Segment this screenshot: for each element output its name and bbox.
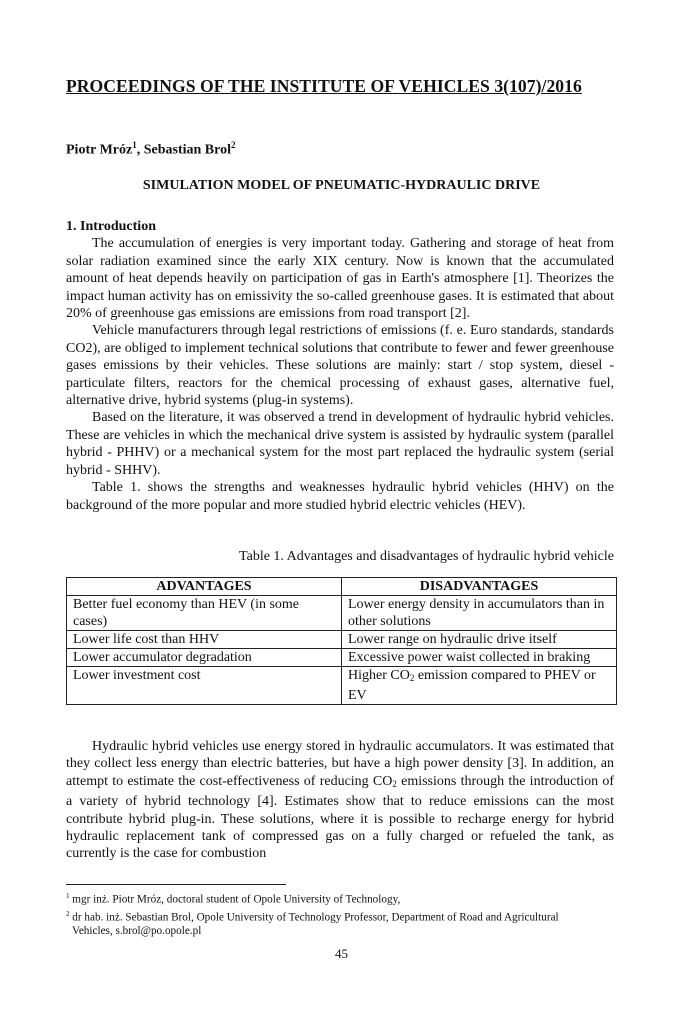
paragraph: Based on the literature, it was observed a trend in development of hydraulic hybrid vehicles. These are vehicles in which the mechanical drive system is assisted by hydraulic system (parallel hybrid - PHHV) or a mechanical system for the most part replaced the hydraulic system (serial hybrid - SHHV). — [66, 410, 614, 478]
paragraph: The accumulation of energies is very important today. Gathering and storage of heat from solar radiation examined since the early XIX century. Now is known that the accumulated amount of heat depends heavily on participation of gas in Earth's atmosphere [1]. Theorizes the impact human activity has on emissivity the so-called greenhouse gases. It is estimated that about 20% of greenhouse gas emissions are emissions from road transport [2]. — [66, 236, 614, 322]
table-row — [67, 631, 617, 649]
footnotes — [66, 889, 617, 938]
footnote-2: $^2$ dr hab. inż. Sebastian Brol, Opole University of Technology Professor, Department of Road and Agricultural — [66, 909, 559, 924]
continuation-section — [66, 738, 614, 863]
section-heading: 1. Introduction — [66, 219, 156, 234]
disadvantage-cell: Lower range on hydraulic drive itself — [342, 631, 617, 649]
advantage-cell: Lower life cost than HHV — [67, 631, 342, 649]
footnote-2-continuation: Vehicles, s.brol@po.opole.pl — [72, 925, 202, 938]
author-1-footnote-mark: 1 — [132, 140, 137, 150]
author-2: Sebastian Brol — [143, 142, 231, 158]
author-2-footnote-mark: 2 — [230, 140, 236, 150]
advantage-cell: Lower accumulator degradation — [67, 649, 342, 667]
author-separator: , — [136, 142, 144, 158]
paragraph: Vehicle manufacturers through legal restrictions of emissions (f. e. Euro standards, standards CO2), are obliged to implement technical solutions that contribute to fewer and fewer greenhouse gases emissions by their vehicles. These solutions are mainly: start / stop system, diesel - particulate filters, reactors for the chemical processing of exhaust gases, alternative fuel, alternative drive, hybrid systems (plug-in systems). — [66, 323, 614, 409]
disadvantage-cell: Lower energy density in accumulators than in other solutions — [342, 596, 617, 631]
paragraph: Hydraulic hybrid vehicles use energy stored in hydraulic accumulators. It was estimated that they collect less energy than electric batteries, but have a high power density [3]. In addition, an attempt to estimate the cost-effectiveness of reducing $CO_2$ emissions through the introduction of a variety of hybrid technology [4]. Estimates show that to reduce emissions can the most contribute hybrid plug-in. These solutions, where it is possible to recharge energy for hybrid hydraulic replacement tank of compressed gas on a fully charged or refueled the tank, as currently is the case for combustion — [66, 739, 615, 862]
introduction-section — [66, 218, 614, 514]
advantage-cell: Better fuel economy than HEV (in some cases) — [67, 596, 342, 631]
disadvantage-cell: Higher $CO_2$ emission compared to PHEV or EV — [342, 667, 617, 705]
table-row — [67, 667, 617, 705]
paragraph: Table 1. shows the strengths and weaknesses hydraulic hybrid vehicles (HHV) on the background of the more popular and more studied hybrid electric vehicles (HEV). — [66, 480, 614, 513]
author-1: Piotr Mróz — [66, 142, 133, 158]
disadvantage-cell: Excessive power waist collected in braking — [342, 649, 617, 667]
column-header-disadvantages: DISADVANTAGES — [342, 578, 617, 596]
table-row — [67, 649, 617, 667]
footnote-divider — [66, 884, 286, 885]
table-caption: Table 1. Advantages and disadvantages of hydraulic hybrid vehicle — [239, 549, 614, 564]
column-header-advantages: ADVANTAGES — [67, 578, 342, 596]
table-header-row — [67, 578, 617, 596]
paper-title: SIMULATION MODEL OF PNEUMATIC-HYDRAULIC DRIVE — [142, 178, 541, 193]
page-number: 45 — [335, 946, 348, 961]
advantage-cell: Lower investment cost — [67, 667, 342, 705]
author-line — [66, 140, 235, 159]
footnote-1: $^1$ mgr inż. Piotr Mróz, doctoral student of Opole University of Technology, — [66, 892, 401, 906]
journal-header: PROCEEDINGS OF THE INSTITUTE OF VEHICLES 3(107)/2016 — [66, 76, 582, 96]
advantages-table — [66, 577, 617, 705]
table-row — [67, 596, 617, 631]
